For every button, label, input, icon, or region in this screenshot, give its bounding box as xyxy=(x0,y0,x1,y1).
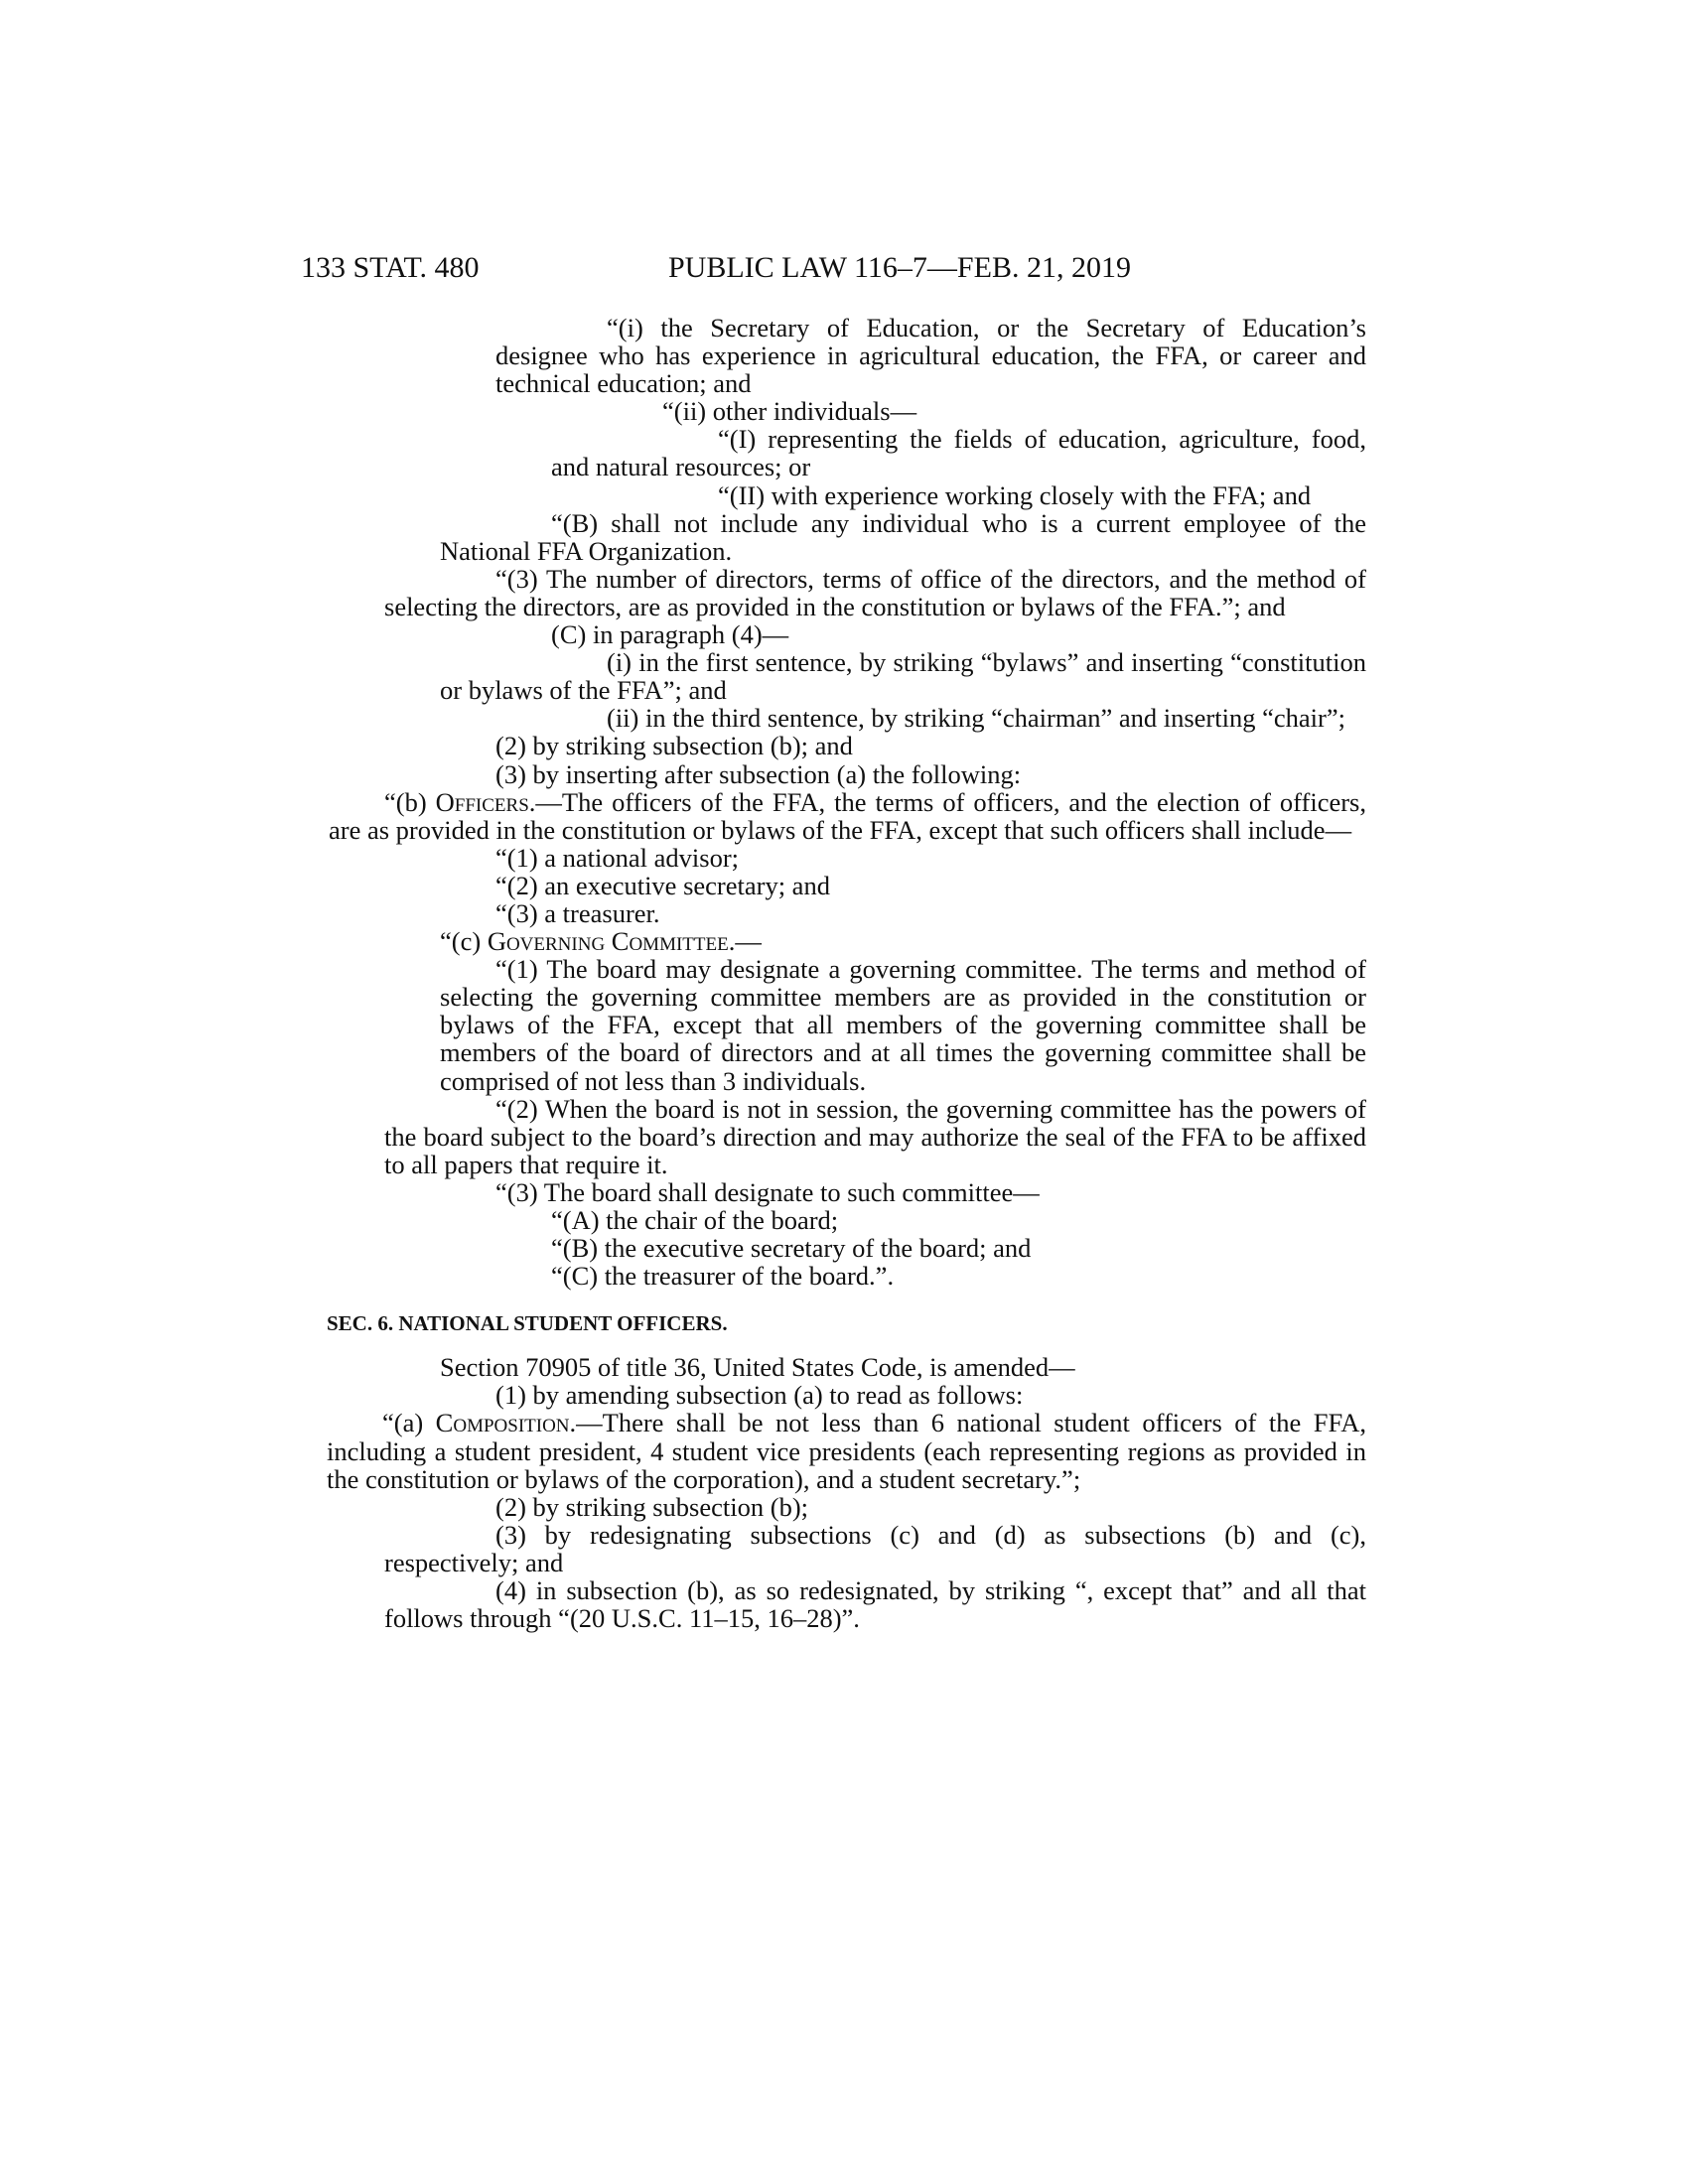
page-header xyxy=(301,248,1190,288)
amendment-2-striking-b: (2) by striking subsection (b); and xyxy=(495,731,853,761)
section-6-amendment-2: (2) by striking subsection (b); xyxy=(495,1491,809,1522)
committee-member-A: “(A) the chair of the board; xyxy=(551,1205,839,1235)
subsection-c-label: “(c) xyxy=(440,926,488,957)
committee-member-B: “(B) the executive secretary of the board; and xyxy=(551,1233,1032,1264)
subsection-b-officers xyxy=(329,788,1366,844)
subsection-c-heading: Governing Committee xyxy=(487,926,729,957)
committee-member-C: “(C) the treasurer of the board.”. xyxy=(551,1261,895,1292)
amendment-ii-third-sentence: (ii) in the third sentence, by striking “chairman” and inserting “chair”; xyxy=(607,703,1345,734)
running-title: PUBLIC LAW 116–7—FEB. 21, 2019 xyxy=(668,251,1131,284)
officer-3-treasurer: “(3) a treasurer. xyxy=(495,897,660,928)
officer-2-secretary: “(2) an executive secretary; and xyxy=(495,870,830,900)
subparagraph-B-exclusion: “(B) shall not include any individual who is a current employee of the National FFA Organization. xyxy=(440,507,1366,566)
subsection-a-composition xyxy=(327,1409,1366,1492)
amendment-i-first-sentence: (i) in the first sentence, by striking “bylaws” and inserting “constitution or bylaws of the FFA”; and xyxy=(440,647,1366,706)
subsection-a-text: .—There shall be not less than 6 national student officers of the FFA, including a student president, 4 student vice presidents (each representing regions as provided in the constitution or bylaws of the corporation), and a student secretary.”; xyxy=(327,1408,1366,1494)
subsection-b-text: .—The officers of the FFA, the terms of officers, and the election of officers, are as provided in the constitution or bylaws of the FFA, except that such officers shall include— xyxy=(329,786,1366,845)
statute-page-number: 133 STAT. 480 xyxy=(301,251,480,284)
subclause-II-experience: “(II) with experience working closely with the FFA; and xyxy=(718,479,1312,510)
subsection-b-heading: Officers xyxy=(435,786,529,817)
section-6-amendment-1: (1) by amending subsection (a) to read as follows: xyxy=(495,1380,1024,1411)
amendment-C-paragraph-4: (C) in paragraph (4)— xyxy=(551,619,789,650)
committee-paragraph-1: “(1) The board may designate a governing committee. The terms and method of selecting the governing committee members are as provided in the constitution or bylaws of the FFA, except that all members of the governing committee shall be members of the board of directors and at all times the governing committee shall be comprised of not less than 3 individuals. xyxy=(440,954,1366,1096)
committee-paragraph-3: “(3) The board shall designate to such committee— xyxy=(495,1176,1040,1207)
committee-paragraph-2: “(2) When the board is not in session, the governing committee has the powers of the board subject to the board’s direction and may authorize the seal of the FFA to be affixed to all papers that require it. xyxy=(384,1093,1366,1179)
clause-ii-other-individuals: “(ii) other individuals— xyxy=(662,396,917,427)
subsection-a-label: “(a) xyxy=(382,1408,436,1438)
section-6-intro: Section 70905 of title 36, United States Code, is amended— xyxy=(440,1352,1075,1383)
subsection-c-governing-committee xyxy=(384,927,1366,955)
section-6-heading: SEC. 6. NATIONAL STUDENT OFFICERS. xyxy=(327,1311,728,1336)
amendment-3-inserting: (3) by inserting after subsection (a) the following: xyxy=(495,758,1022,789)
section-6-amendment-3: (3) by redesignating subsections (c) and (d) as subsections (b) and (c), respectively; and xyxy=(384,1519,1366,1577)
paragraph-3-directors: “(3) The number of directors, terms of office of the directors, and the method of selecting the directors, are as provided in the constitution or bylaws of the FFA.”; and xyxy=(384,563,1366,621)
document-body xyxy=(327,313,1366,1634)
officer-1-advisor: “(1) a national advisor; xyxy=(495,842,740,873)
subsection-a-heading: Composition xyxy=(435,1408,570,1438)
clause-i-secretary: “(i) the Secretary of Education, or the Secretary of Education’s designee who has experience in agricultural education, the FFA, or career and technical education; and xyxy=(495,313,1366,399)
subsection-c-dash: .— xyxy=(728,926,762,957)
subclause-I-representing: “(I) representing the fields of education, agriculture, food, and natural resources; or xyxy=(551,424,1366,482)
section-6-amendment-4: (4) in subsection (b), as so redesignated, by striking “, except that” and all that follows through “(20 U.S.C. 11–15, 16–28)”. xyxy=(384,1575,1366,1634)
subsection-b-label: “(b) xyxy=(384,786,436,817)
